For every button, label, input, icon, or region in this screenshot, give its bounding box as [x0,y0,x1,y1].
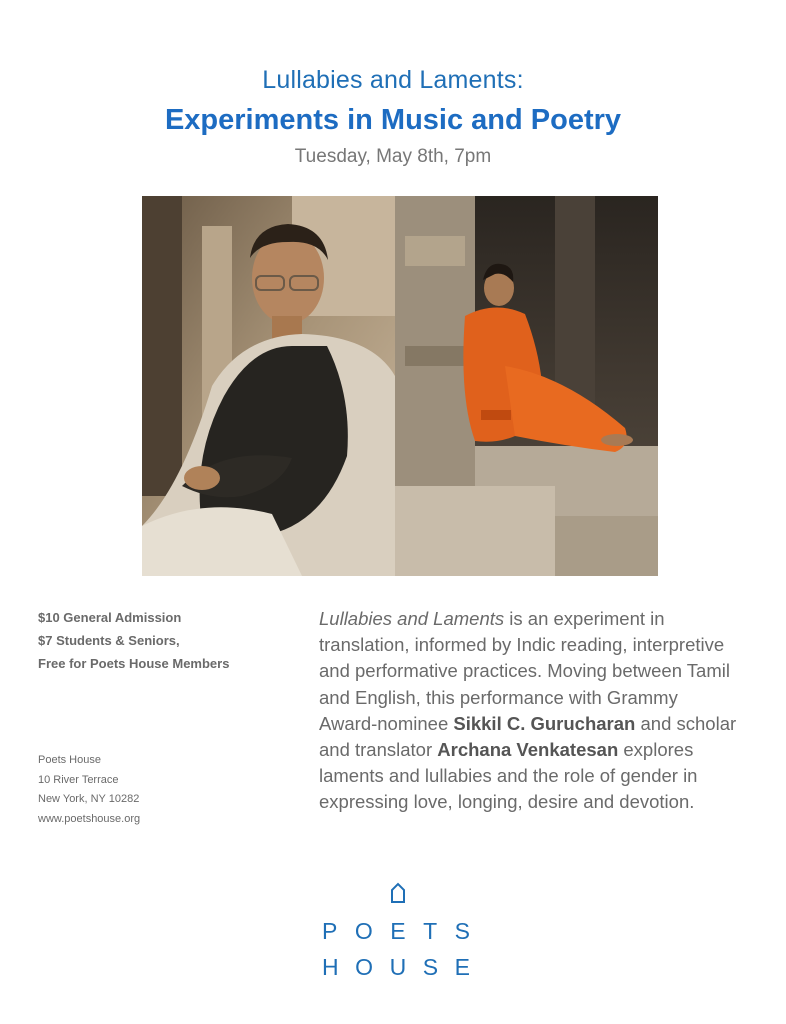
performer-photos [142,196,658,576]
logo-letter: O [354,918,373,944]
admission-info [38,606,229,675]
performer-name-1: Sikkil C. Gurucharan [453,712,636,734]
photo-archana-venkatesan [395,196,658,576]
logo-letter: S [422,954,439,980]
event-description [319,606,739,816]
description-text-1: is an experiment in translation, informed by Indic reading, interpretive and performative practices. Moving between Tamil and English, this performance with Grammy Award-nominee [319,608,730,734]
house-icon [390,882,406,904]
description-title: Lullabies and Laments [319,608,505,629]
admission-general: $10 General Admission [38,610,182,625]
performer-name-2: Archana Venkatesan [437,739,619,761]
logo-word-poets [316,918,476,945]
description-text-3: explores laments and lullabies and the role of gender in expressing love, longing, desire and devotion. [319,739,698,813]
poets-house-logo [316,876,476,986]
event-title-line2: Experiments in Music and Poetry [164,104,622,136]
venue-website[interactable]: www.poetshouse.org [38,812,141,825]
venue-city: New York, NY 10282 [38,793,140,805]
description-text-2: and scholar and translator [319,712,737,761]
admission-members: Free for Poets House Members [38,656,230,671]
logo-letter: T [423,918,438,944]
event-date: Tuesday, May 8th, 7pm [294,146,492,167]
venue-name: Poets House [38,754,101,766]
admission-students-seniors: $7 Students & Seniors, [38,633,180,648]
logo-letter: E [390,918,406,944]
venue-address [38,751,140,829]
event-title-line1: Lullabies and Laments: [262,66,524,94]
logo-letter: H [322,954,339,980]
logo-letter: S [454,918,470,944]
venue-street: 10 River Terrace [38,773,119,786]
logo-word-house [316,954,476,981]
photo-sikkil-gurucharan [142,196,395,576]
logo-letter: O [355,954,374,980]
logo-letter: E [454,954,470,980]
logo-letter: P [322,918,338,944]
logo-letter: U [389,954,407,980]
